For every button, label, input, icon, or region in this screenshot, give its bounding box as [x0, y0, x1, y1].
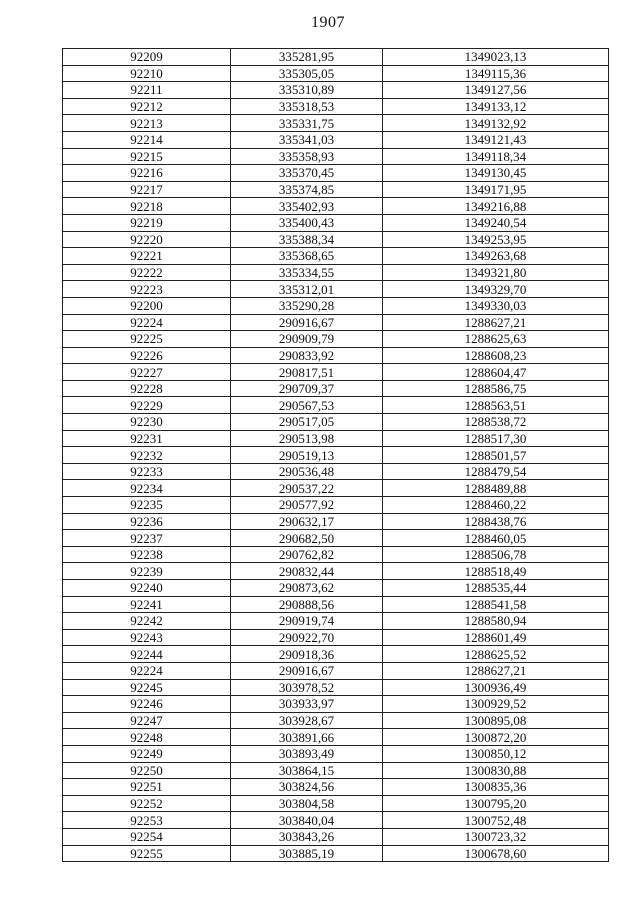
point-number-cell: 92224 [63, 314, 231, 331]
point-number-cell: 92247 [63, 712, 231, 729]
table-row [63, 397, 609, 414]
x-coordinate-cell: 335388,34 [231, 231, 383, 248]
y-coordinate-cell: 1349023,13 [383, 49, 609, 66]
y-coordinate-cell: 1349329,70 [383, 281, 609, 298]
table-row [63, 331, 609, 348]
y-coordinate-cell: 1300936,49 [383, 679, 609, 696]
y-coordinate-cell: 1288601,49 [383, 629, 609, 646]
y-coordinate-cell: 1288627,21 [383, 662, 609, 679]
table-row [63, 380, 609, 397]
y-coordinate-cell: 1288625,52 [383, 646, 609, 663]
table-row [63, 712, 609, 729]
table-row [63, 347, 609, 364]
table-row [63, 463, 609, 480]
point-number-cell: 92234 [63, 480, 231, 497]
y-coordinate-cell: 1288517,30 [383, 430, 609, 447]
point-number-cell: 92228 [63, 380, 231, 397]
y-coordinate-cell: 1288538,72 [383, 414, 609, 431]
y-coordinate-cell: 1288627,21 [383, 314, 609, 331]
table-row [63, 795, 609, 812]
point-number-cell: 92230 [63, 414, 231, 431]
point-number-cell: 92211 [63, 82, 231, 99]
point-number-cell: 92255 [63, 845, 231, 862]
y-coordinate-cell: 1349253,95 [383, 231, 609, 248]
y-coordinate-cell: 1300830,88 [383, 762, 609, 779]
x-coordinate-cell: 290536,48 [231, 463, 383, 480]
point-number-cell: 92249 [63, 745, 231, 762]
table-row [63, 214, 609, 231]
x-coordinate-cell: 335305,05 [231, 65, 383, 82]
y-coordinate-cell: 1349321,80 [383, 264, 609, 281]
x-coordinate-cell: 290833,92 [231, 347, 383, 364]
table-row [63, 148, 609, 165]
y-coordinate-cell: 1288608,23 [383, 347, 609, 364]
x-coordinate-cell: 303928,67 [231, 712, 383, 729]
point-number-cell: 92200 [63, 297, 231, 314]
x-coordinate-cell: 335400,43 [231, 214, 383, 231]
table-row [63, 563, 609, 580]
table-row [63, 729, 609, 746]
x-coordinate-cell: 335402,93 [231, 198, 383, 215]
x-coordinate-cell: 290922,70 [231, 629, 383, 646]
x-coordinate-cell: 290577,92 [231, 497, 383, 514]
y-coordinate-cell: 1300835,36 [383, 779, 609, 796]
y-coordinate-cell: 1288460,05 [383, 530, 609, 547]
x-coordinate-cell: 335281,95 [231, 49, 383, 66]
point-number-cell: 92232 [63, 447, 231, 464]
x-coordinate-cell: 290817,51 [231, 364, 383, 381]
point-number-cell: 92245 [63, 679, 231, 696]
y-coordinate-cell: 1349330,03 [383, 297, 609, 314]
point-number-cell: 92221 [63, 248, 231, 265]
y-coordinate-cell: 1300872,20 [383, 729, 609, 746]
y-coordinate-cell: 1288563,51 [383, 397, 609, 414]
x-coordinate-cell: 290709,37 [231, 380, 383, 397]
table-row [63, 430, 609, 447]
y-coordinate-cell: 1300752,48 [383, 812, 609, 829]
x-coordinate-cell: 303978,52 [231, 679, 383, 696]
x-coordinate-cell: 290762,82 [231, 546, 383, 563]
table-row [63, 115, 609, 132]
table-row [63, 198, 609, 215]
table-row [63, 779, 609, 796]
point-number-cell: 92236 [63, 513, 231, 530]
point-number-cell: 92217 [63, 181, 231, 198]
x-coordinate-cell: 303893,49 [231, 745, 383, 762]
y-coordinate-cell: 1349130,45 [383, 165, 609, 182]
y-coordinate-cell: 1288479,54 [383, 463, 609, 480]
y-coordinate-cell: 1300795,20 [383, 795, 609, 812]
table-row [63, 49, 609, 66]
point-number-cell: 92215 [63, 148, 231, 165]
table-row [63, 181, 609, 198]
y-coordinate-cell: 1349133,12 [383, 98, 609, 115]
y-coordinate-cell: 1288586,75 [383, 380, 609, 397]
table-row [63, 364, 609, 381]
point-number-cell: 92216 [63, 165, 231, 182]
point-number-cell: 92242 [63, 613, 231, 630]
table-row [63, 98, 609, 115]
y-coordinate-cell: 1288625,63 [383, 331, 609, 348]
x-coordinate-cell: 290832,44 [231, 563, 383, 580]
x-coordinate-cell: 303891,66 [231, 729, 383, 746]
point-number-cell: 92214 [63, 131, 231, 148]
point-number-cell: 92235 [63, 497, 231, 514]
y-coordinate-cell: 1300895,08 [383, 712, 609, 729]
x-coordinate-cell: 290873,62 [231, 580, 383, 597]
table-row [63, 297, 609, 314]
point-number-cell: 92248 [63, 729, 231, 746]
point-number-cell: 92219 [63, 214, 231, 231]
point-number-cell: 92238 [63, 546, 231, 563]
y-coordinate-cell: 1288460,22 [383, 497, 609, 514]
x-coordinate-cell: 335331,75 [231, 115, 383, 132]
point-number-cell: 92254 [63, 828, 231, 845]
point-number-cell: 92224 [63, 662, 231, 679]
table-row [63, 131, 609, 148]
table-row [63, 513, 609, 530]
x-coordinate-cell: 290919,74 [231, 613, 383, 630]
x-coordinate-cell: 290537,22 [231, 480, 383, 497]
point-number-cell: 92212 [63, 98, 231, 115]
point-number-cell: 92241 [63, 596, 231, 613]
x-coordinate-cell: 303933,97 [231, 696, 383, 713]
y-coordinate-cell: 1349171,95 [383, 181, 609, 198]
x-coordinate-cell: 303885,19 [231, 845, 383, 862]
table-row [63, 580, 609, 597]
table-row [63, 281, 609, 298]
x-coordinate-cell: 335341,03 [231, 131, 383, 148]
x-coordinate-cell: 290682,50 [231, 530, 383, 547]
table-row [63, 613, 609, 630]
point-number-cell: 92210 [63, 65, 231, 82]
table-row [63, 679, 609, 696]
x-coordinate-cell: 290918,36 [231, 646, 383, 663]
table-row [63, 264, 609, 281]
table-row [63, 480, 609, 497]
table-row [63, 662, 609, 679]
x-coordinate-cell: 290517,05 [231, 414, 383, 431]
table-row [63, 82, 609, 99]
y-coordinate-cell: 1288518,49 [383, 563, 609, 580]
y-coordinate-cell: 1349127,56 [383, 82, 609, 99]
x-coordinate-cell: 303843,26 [231, 828, 383, 845]
x-coordinate-cell: 290916,67 [231, 314, 383, 331]
x-coordinate-cell: 303804,58 [231, 795, 383, 812]
point-number-cell: 92253 [63, 812, 231, 829]
point-number-cell: 92226 [63, 347, 231, 364]
point-number-cell: 92227 [63, 364, 231, 381]
x-coordinate-cell: 303840,04 [231, 812, 383, 829]
table-row [63, 762, 609, 779]
coordinates-table-body [63, 49, 609, 862]
x-coordinate-cell: 303864,15 [231, 762, 383, 779]
table-row [63, 497, 609, 514]
y-coordinate-cell: 1300850,12 [383, 745, 609, 762]
x-coordinate-cell: 290513,98 [231, 430, 383, 447]
x-coordinate-cell: 303824,56 [231, 779, 383, 796]
point-number-cell: 92209 [63, 49, 231, 66]
y-coordinate-cell: 1349121,43 [383, 131, 609, 148]
x-coordinate-cell: 290632,17 [231, 513, 383, 530]
table-row [63, 745, 609, 762]
x-coordinate-cell: 335318,53 [231, 98, 383, 115]
table-row [63, 696, 609, 713]
y-coordinate-cell: 1288438,76 [383, 513, 609, 530]
table-row [63, 629, 609, 646]
x-coordinate-cell: 335334,55 [231, 264, 383, 281]
x-coordinate-cell: 290519,13 [231, 447, 383, 464]
x-coordinate-cell: 335290,28 [231, 297, 383, 314]
point-number-cell: 92213 [63, 115, 231, 132]
y-coordinate-cell: 1288541,58 [383, 596, 609, 613]
point-number-cell: 92243 [63, 629, 231, 646]
point-number-cell: 92220 [63, 231, 231, 248]
table-row [63, 546, 609, 563]
point-number-cell: 92244 [63, 646, 231, 663]
table-row [63, 248, 609, 265]
y-coordinate-cell: 1349263,68 [383, 248, 609, 265]
table-row [63, 646, 609, 663]
y-coordinate-cell: 1288580,94 [383, 613, 609, 630]
x-coordinate-cell: 335310,89 [231, 82, 383, 99]
x-coordinate-cell: 290888,56 [231, 596, 383, 613]
y-coordinate-cell: 1300723,32 [383, 828, 609, 845]
point-number-cell: 92240 [63, 580, 231, 597]
point-number-cell: 92251 [63, 779, 231, 796]
table-row [63, 414, 609, 431]
y-coordinate-cell: 1288489,88 [383, 480, 609, 497]
table-row [63, 812, 609, 829]
y-coordinate-cell: 1288506,78 [383, 546, 609, 563]
x-coordinate-cell: 290909,79 [231, 331, 383, 348]
table-row [63, 530, 609, 547]
y-coordinate-cell: 1288501,57 [383, 447, 609, 464]
x-coordinate-cell: 335358,93 [231, 148, 383, 165]
x-coordinate-cell: 335312,01 [231, 281, 383, 298]
x-coordinate-cell: 335370,45 [231, 165, 383, 182]
y-coordinate-cell: 1349240,54 [383, 214, 609, 231]
point-number-cell: 92250 [63, 762, 231, 779]
point-number-cell: 92252 [63, 795, 231, 812]
table-row [63, 314, 609, 331]
point-number-cell: 92222 [63, 264, 231, 281]
point-number-cell: 92246 [63, 696, 231, 713]
point-number-cell: 92231 [63, 430, 231, 447]
point-number-cell: 92239 [63, 563, 231, 580]
x-coordinate-cell: 290567,53 [231, 397, 383, 414]
point-number-cell: 92223 [63, 281, 231, 298]
table-row [63, 231, 609, 248]
table-row [63, 845, 609, 862]
table-row [63, 65, 609, 82]
coordinates-table [62, 48, 609, 862]
y-coordinate-cell: 1349132,92 [383, 115, 609, 132]
x-coordinate-cell: 290916,67 [231, 662, 383, 679]
point-number-cell: 92225 [63, 331, 231, 348]
point-number-cell: 92237 [63, 530, 231, 547]
y-coordinate-cell: 1300929,52 [383, 696, 609, 713]
y-coordinate-cell: 1288535,44 [383, 580, 609, 597]
y-coordinate-cell: 1288604,47 [383, 364, 609, 381]
y-coordinate-cell: 1300678,60 [383, 845, 609, 862]
y-coordinate-cell: 1349216,88 [383, 198, 609, 215]
table-row [63, 828, 609, 845]
table-row [63, 596, 609, 613]
page-number: 1907 [311, 14, 345, 31]
x-coordinate-cell: 335368,65 [231, 248, 383, 265]
table-row [63, 447, 609, 464]
x-coordinate-cell: 335374,85 [231, 181, 383, 198]
point-number-cell: 92233 [63, 463, 231, 480]
y-coordinate-cell: 1349115,36 [383, 65, 609, 82]
table-row [63, 165, 609, 182]
y-coordinate-cell: 1349118,34 [383, 148, 609, 165]
point-number-cell: 92218 [63, 198, 231, 215]
point-number-cell: 92229 [63, 397, 231, 414]
